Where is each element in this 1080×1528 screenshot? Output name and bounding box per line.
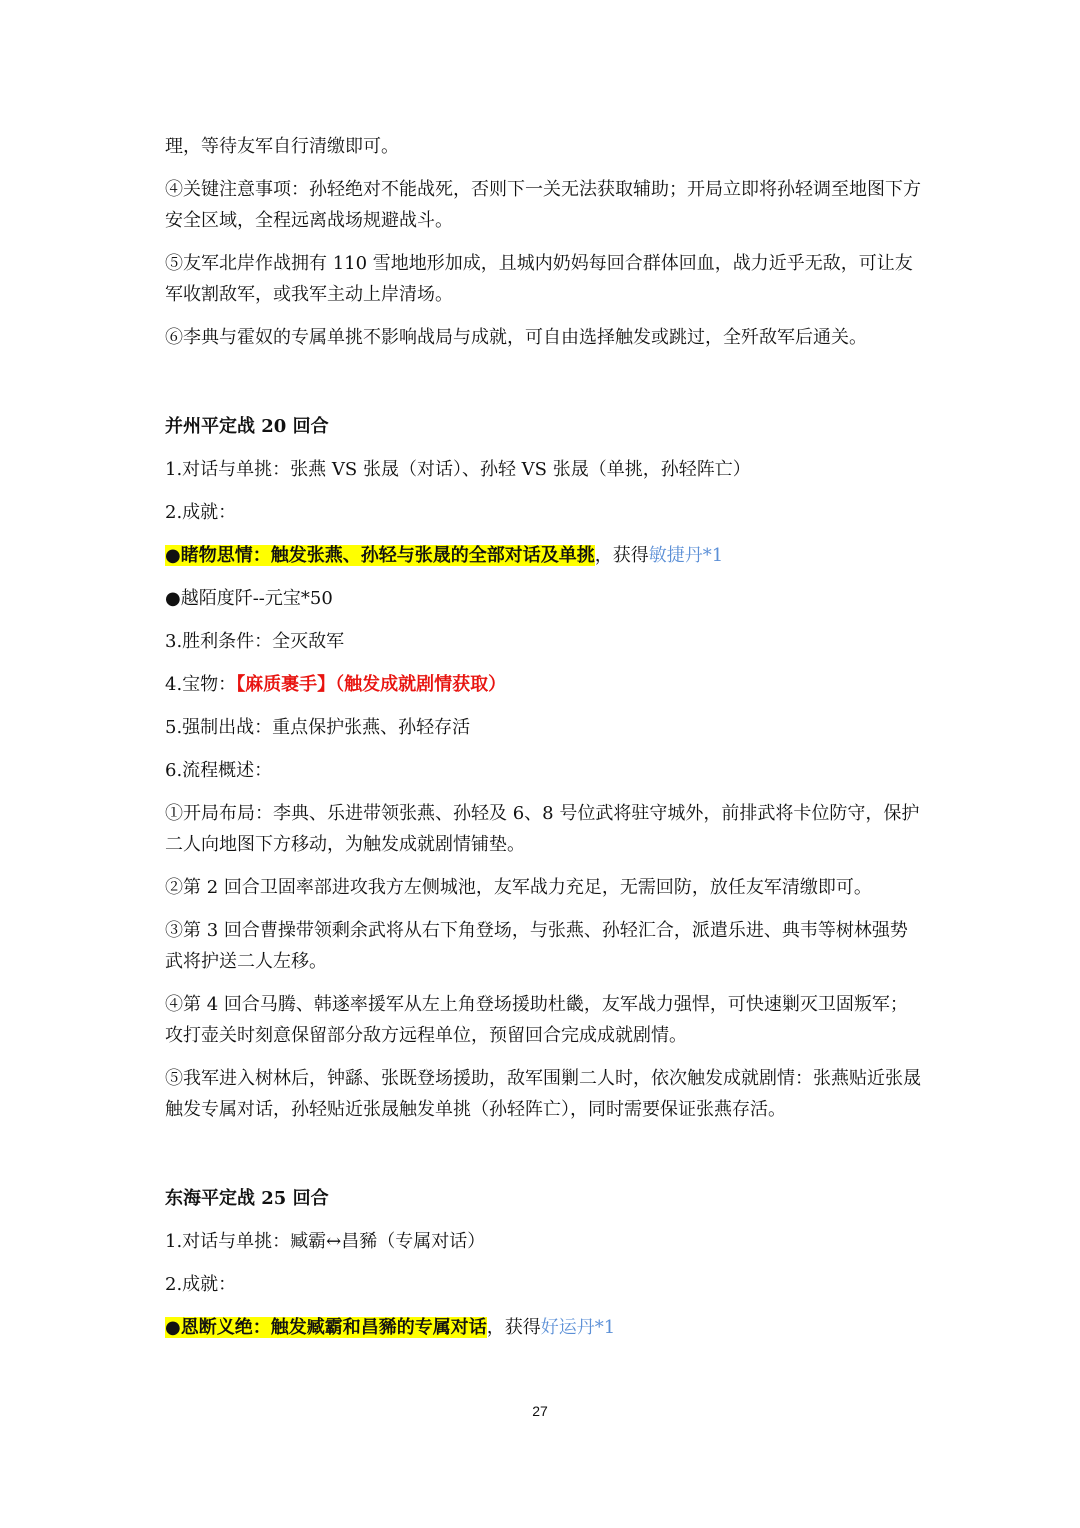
- process-step-3: ③第 3 回合曹操带领剩余武将从右下角登场，与张燕、孙轻汇合，派遣乐进、典韦等树林强势武将护送二人左移。: [165, 920, 908, 972]
- donghai-item-achievements: 2.成就：: [165, 1274, 237, 1295]
- item-forced-deploy: 5.强制出战：重点保护张燕、孙轻存活: [165, 717, 471, 738]
- donghai-achievement-reward: 好运丹*1: [540, 1317, 616, 1338]
- process-step-1: ①开局布局：李典、乐进带领张燕、孙轻及 6、8 号位武将驻守城外，前排武将卡位防守，保护二人向地图下方移动，为触发成就剧情铺垫。: [165, 803, 920, 855]
- donghai-item-dialog: 1.对话与单挑：臧霸↔昌豨（专属对话）: [165, 1231, 486, 1252]
- item-dialog-duel: 1.对话与单挑：张燕 VS 张晟（对话）、孙轻 VS 张晟（单挑，孙轻阵亡）: [165, 459, 751, 480]
- paragraph-step-4: ④关键注意事项：孙轻绝对不能战死，否则下一关无法获取辅助；开局立即将孙轻调至地图下方安全区域，全程远离战场规避战斗。: [165, 179, 921, 231]
- process-step-5: ⑤我军进入树林后，钟繇、张既登场援助，敌军围剿二人时，依次触发成就剧情：张燕贴近张晟触发专属对话，孙轻贴近张晟触发单挑（孙轻阵亡），同时需要保证张燕存活。: [165, 1068, 921, 1120]
- section-title-donghai: 东海平定战 25 回合: [165, 1188, 329, 1209]
- section-gap: [165, 365, 925, 411]
- process-step-2: ②第 2 回合卫固率部进攻我方左侧城池，友军战力充足，无需回防，放任友军清缴即可。: [165, 877, 872, 898]
- section-gap: [165, 1137, 925, 1183]
- achievement-reward: 敏捷丹*1: [648, 545, 724, 566]
- treasure-name: 【麻质裹手】（触发成就剧情获取）: [236, 674, 507, 695]
- item-process-overview: 6.流程概述：: [165, 760, 273, 781]
- item-achievements: 2.成就：: [165, 502, 237, 523]
- donghai-achievement-1: [165, 1312, 925, 1343]
- treasure-prefix: 4.宝物：: [165, 674, 237, 695]
- achievement-highlight: ●睹物思情：触发张燕、孙轻与张晟的全部对话及单挑: [165, 545, 595, 566]
- item-treasure: [165, 669, 925, 700]
- donghai-achievement-highlight: ●恩断义绝：触发臧霸和昌豨的专属对话: [165, 1317, 487, 1338]
- achievement-connector: ，获得: [594, 545, 649, 566]
- page-content: [165, 131, 925, 1355]
- page-number: 27: [532, 1403, 548, 1419]
- achievement-2: ●越陌度阡--元宝*50: [165, 588, 333, 609]
- item-victory-condition: 3.胜利条件：全灭敌军: [165, 631, 345, 652]
- achievement-1: [165, 540, 925, 571]
- paragraph-step-5: ⑤友军北岸作战拥有 110 雪地地形加成，且城内奶妈每回合群体回血，战力近乎无敌，可让友军收割敌军，或我军主动上岸清场。: [165, 253, 913, 305]
- donghai-achievement-connector: ，获得: [486, 1317, 541, 1338]
- section-title-bingzhou: 并州平定战 20 回合: [165, 416, 329, 437]
- process-step-4: ④第 4 回合马腾、韩遂率援军从左上角登场援助杜畿，友军战力强悍，可快速剿灭卫固叛军；攻打壶关时刻意保留部分敌方远程单位，预留回合完成成就剧情。: [165, 994, 908, 1046]
- paragraph-step-6: ⑥李典与霍奴的专属单挑不影响战局与成就，可自由选择触发或跳过，全歼敌军后通关。: [165, 327, 867, 348]
- paragraph-continuation: 理，等待友军自行清缴即可。: [165, 136, 399, 157]
